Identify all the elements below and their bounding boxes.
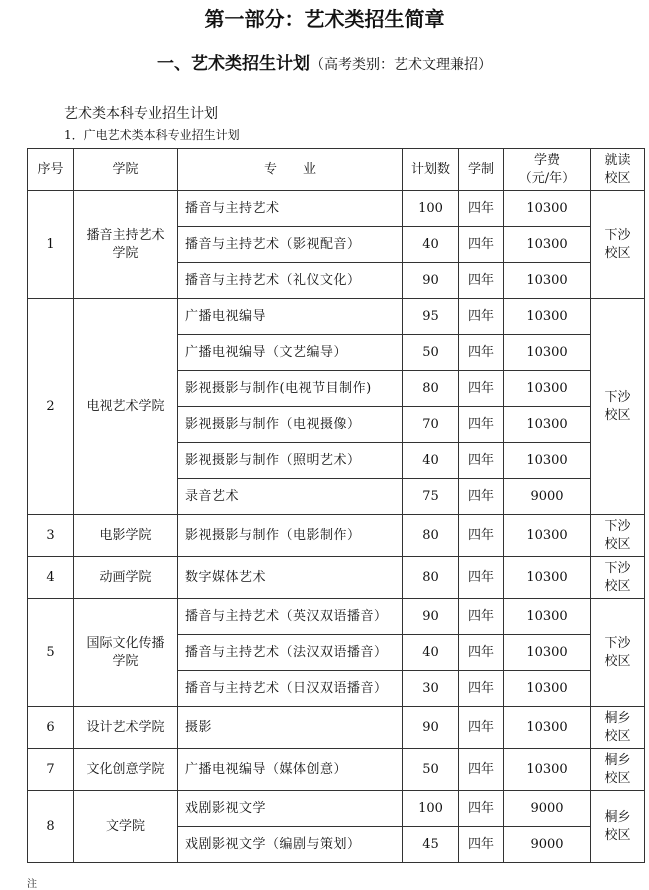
- cell-major: 广播电视编导（文艺编导）: [178, 335, 403, 371]
- cell-duration: 四年: [459, 191, 504, 227]
- cell-duration: 四年: [459, 635, 504, 671]
- header-fee-line1: 学费: [533, 152, 560, 168]
- cell-fee: 10300: [504, 443, 591, 479]
- cell-duration: 四年: [459, 707, 504, 749]
- cell-duration: 四年: [459, 557, 504, 599]
- cell-quota: 80: [403, 371, 459, 407]
- cell-seq: 4: [28, 557, 74, 599]
- cell-duration: 四年: [459, 599, 504, 635]
- cell-college: [74, 791, 178, 863]
- cell-duration: 四年: [459, 671, 504, 707]
- cell-quota: 75: [403, 479, 459, 515]
- campus-name-line2: 校区: [604, 653, 631, 669]
- campus-name-line2: 校区: [604, 728, 631, 744]
- cell-quota: 50: [403, 749, 459, 791]
- campus-name-line1: 桐乡: [604, 752, 631, 768]
- cell-college: [74, 557, 178, 599]
- cell-duration: 四年: [459, 335, 504, 371]
- cell-major: 戏剧影视文学（编剧与策划）: [178, 827, 403, 863]
- cell-quota: 45: [403, 827, 459, 863]
- cell-quota: 30: [403, 671, 459, 707]
- cell-fee: 10300: [504, 371, 591, 407]
- cell-duration: 四年: [459, 227, 504, 263]
- page-title: 第一部分：艺术类招生简章: [204, 7, 445, 31]
- cell-college: [74, 749, 178, 791]
- cell-duration: 四年: [459, 443, 504, 479]
- table-row: [28, 791, 645, 827]
- header-campus: [591, 149, 645, 191]
- college-name-line1: 文化创意学院: [86, 761, 165, 777]
- campus-name-line1: 下沙: [604, 635, 631, 651]
- section-heading-note: （高考类别：艺术文理兼招）: [310, 57, 492, 73]
- college-name-line1: 文学院: [105, 818, 145, 834]
- cell-college: [74, 299, 178, 515]
- section-heading: [0, 52, 649, 76]
- plan-subsection-title: 1．广电艺术类本科专业招生计划: [64, 128, 240, 142]
- campus-name-line1: 下沙: [604, 518, 631, 534]
- cell-fee: 10300: [504, 515, 591, 557]
- table-row: [28, 515, 645, 557]
- cell-fee: 10300: [504, 557, 591, 599]
- section-heading-text: 一、艺术类招生计划: [157, 54, 310, 74]
- cell-quota: 40: [403, 227, 459, 263]
- cell-college: [74, 515, 178, 557]
- header-seq: 序号: [28, 149, 74, 191]
- cell-duration: 四年: [459, 407, 504, 443]
- cell-seq: 8: [28, 791, 74, 863]
- college-name-line2: 学院: [112, 653, 139, 669]
- cell-major: 影视摄影与制作（照明艺术）: [178, 443, 403, 479]
- cell-quota: 100: [403, 791, 459, 827]
- cell-major: 播音与主持艺术（影视配音）: [178, 227, 403, 263]
- cell-duration: 四年: [459, 263, 504, 299]
- campus-name-line2: 校区: [604, 407, 631, 423]
- cell-duration: 四年: [459, 791, 504, 827]
- college-name-line1: 电视艺术学院: [86, 398, 165, 414]
- table-row: [28, 299, 645, 335]
- cell-major: 播音与主持艺术（法汉双语播音）: [178, 635, 403, 671]
- table-row: [28, 599, 645, 635]
- campus-name-line1: 下沙: [604, 227, 631, 243]
- cell-campus: [591, 515, 645, 557]
- cell-duration: 四年: [459, 371, 504, 407]
- cell-fee: 10300: [504, 707, 591, 749]
- cell-quota: 90: [403, 707, 459, 749]
- cell-fee: 10300: [504, 671, 591, 707]
- cell-seq: 1: [28, 191, 74, 299]
- cell-major: 播音与主持艺术（礼仪文化）: [178, 263, 403, 299]
- cell-quota: 90: [403, 599, 459, 635]
- cell-seq: 3: [28, 515, 74, 557]
- cell-fee: 10300: [504, 407, 591, 443]
- cell-major: 影视摄影与制作(电视节目制作): [178, 371, 403, 407]
- table-row: [28, 191, 645, 227]
- cell-campus: [591, 599, 645, 707]
- cell-campus: [591, 791, 645, 863]
- college-name-line1: 电影学院: [99, 527, 152, 543]
- cell-seq: 7: [28, 749, 74, 791]
- cell-campus: [591, 557, 645, 599]
- header-fee-line2: （元/年）: [518, 170, 576, 186]
- cell-major: 影视摄影与制作（电影制作）: [178, 515, 403, 557]
- cell-college: [74, 707, 178, 749]
- campus-name-line1: 桐乡: [604, 710, 631, 726]
- header-campus-line1: 就读: [604, 152, 631, 168]
- cell-seq: 2: [28, 299, 74, 515]
- table-body: [28, 191, 645, 863]
- cell-fee: 10300: [504, 263, 591, 299]
- cell-college: [74, 191, 178, 299]
- cell-fee: 9000: [504, 827, 591, 863]
- cell-major: 影视摄影与制作（电视摄像）: [178, 407, 403, 443]
- cell-quota: 40: [403, 443, 459, 479]
- table-row: [28, 749, 645, 791]
- cell-fee: 10300: [504, 749, 591, 791]
- cell-duration: 四年: [459, 299, 504, 335]
- header-duration: 学制: [459, 149, 504, 191]
- college-name-line2: 学院: [112, 245, 139, 261]
- cell-quota: 70: [403, 407, 459, 443]
- cell-campus: [591, 707, 645, 749]
- note-label: 注: [27, 879, 37, 890]
- campus-name-line2: 校区: [604, 578, 631, 594]
- cell-seq: 5: [28, 599, 74, 707]
- cell-quota: 80: [403, 557, 459, 599]
- cell-major: 广播电视编导: [178, 299, 403, 335]
- header-campus-line2: 校区: [604, 170, 631, 186]
- cell-major: 广播电视编导（媒体创意）: [178, 749, 403, 791]
- cell-fee: 10300: [504, 335, 591, 371]
- campus-name-line2: 校区: [604, 245, 631, 261]
- plan-section-title: 艺术类本科专业招生计划: [64, 106, 218, 122]
- cell-fee: 10300: [504, 227, 591, 263]
- table-header-row: [28, 149, 645, 191]
- cell-duration: 四年: [459, 827, 504, 863]
- campus-name-line1: 桐乡: [604, 809, 631, 825]
- cell-quota: 50: [403, 335, 459, 371]
- cell-major: 摄影: [178, 707, 403, 749]
- campus-name-line1: 下沙: [604, 389, 631, 405]
- cell-quota: 40: [403, 635, 459, 671]
- college-name-line1: 播音主持艺术: [86, 227, 165, 243]
- college-name-line1: 国际文化传播: [86, 635, 165, 651]
- header-quota: 计划数: [403, 149, 459, 191]
- enrollment-plan-table: [27, 148, 645, 863]
- cell-campus: [591, 191, 645, 299]
- campus-name-line2: 校区: [604, 770, 631, 786]
- cell-major: 戏剧影视文学: [178, 791, 403, 827]
- cell-duration: 四年: [459, 749, 504, 791]
- cell-fee: 9000: [504, 479, 591, 515]
- cell-quota: 100: [403, 191, 459, 227]
- cell-major: 播音与主持艺术（英汉双语播音）: [178, 599, 403, 635]
- cell-major: 播音与主持艺术: [178, 191, 403, 227]
- cell-quota: 95: [403, 299, 459, 335]
- cell-campus: [591, 749, 645, 791]
- college-name-line1: 动画学院: [99, 569, 152, 585]
- cell-quota: 80: [403, 515, 459, 557]
- cell-duration: 四年: [459, 515, 504, 557]
- cell-fee: 10300: [504, 599, 591, 635]
- cell-major: 录音艺术: [178, 479, 403, 515]
- campus-name-line2: 校区: [604, 827, 631, 843]
- header-college: 学院: [74, 149, 178, 191]
- cell-seq: 6: [28, 707, 74, 749]
- cell-quota: 90: [403, 263, 459, 299]
- cell-fee: 10300: [504, 299, 591, 335]
- cell-college: [74, 599, 178, 707]
- table-row: [28, 557, 645, 599]
- cell-fee: 9000: [504, 791, 591, 827]
- table-row: [28, 707, 645, 749]
- campus-name-line2: 校区: [604, 536, 631, 552]
- header-fee: [504, 149, 591, 191]
- college-name-line1: 设计艺术学院: [86, 719, 165, 735]
- cell-campus: [591, 299, 645, 515]
- cell-fee: 10300: [504, 191, 591, 227]
- cell-fee: 10300: [504, 635, 591, 671]
- cell-duration: 四年: [459, 479, 504, 515]
- campus-name-line1: 下沙: [604, 560, 631, 576]
- cell-major: 数字媒体艺术: [178, 557, 403, 599]
- cell-major: 播音与主持艺术（日汉双语播音）: [178, 671, 403, 707]
- header-major: 专 业: [178, 149, 403, 191]
